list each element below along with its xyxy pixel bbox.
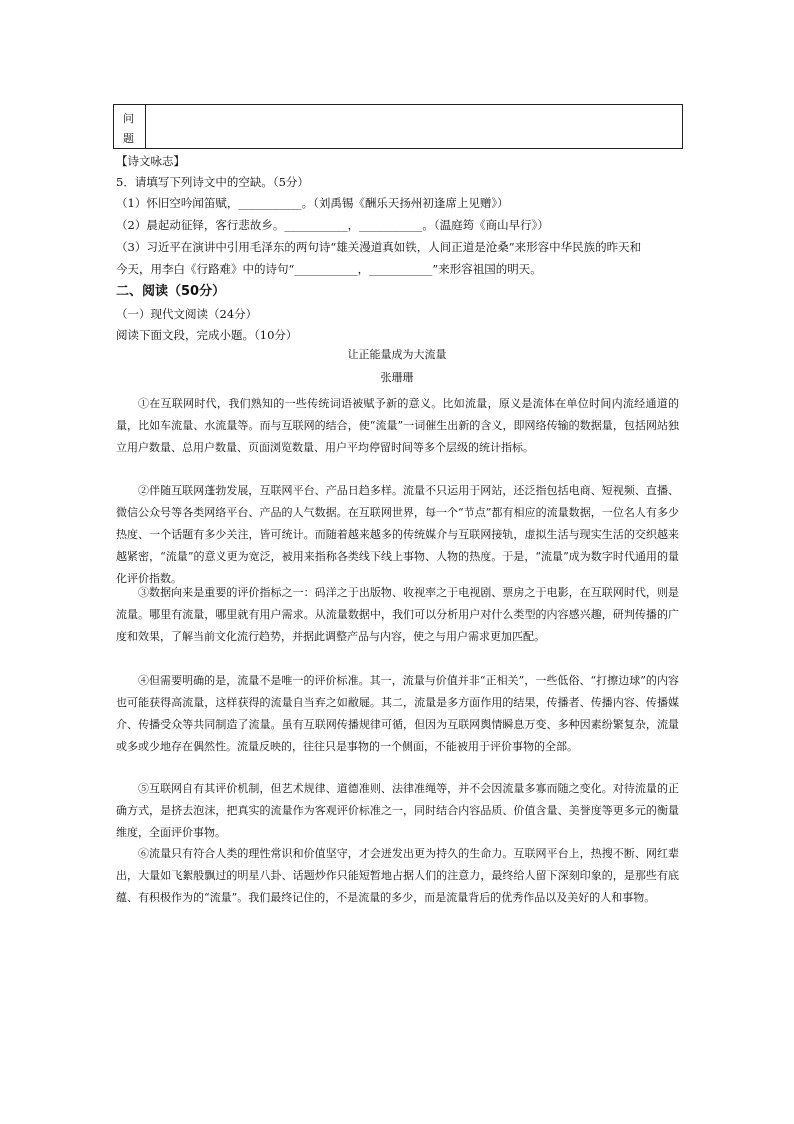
question-table <box>113 104 683 149</box>
question-5-item-3-line-2: 今天，用李白《行路难》中的诗句“___________，___________”来形容祖国的明天。 <box>116 262 542 276</box>
table-label-char: 题 <box>123 132 134 145</box>
article-paragraph-2: ②伴随互联网蓬勃发展，互联网平台、产品日趋多样。流量不只运用于网站，还泛指包括电商、短视频、直播、微信公众号等各类网络平台、产品的人气数据。在互联网世界，每一个“节点”都有相应的流量数据，一位名人有多少热度、一个话题有多少关注，皆可统计。而随着越来越多的传统媒介与互联网接轨，虚拟生活与现实生活的交织越来越紧密，“流量”的意义更为宽泛，被用来指称各类线下线上事物、人物的热度。于是，“流量”成为数字时代通用的量化评价指数。 <box>116 484 679 585</box>
question-5-item-2: （2）晨起动征铎，客行悲故乡。___________，___________。（温庭筠《商山早行》） <box>116 218 549 232</box>
article-paragraph-3: ③数据向来是重要的评价指标之一：码洋之于出版物、收视率之于电视剧、票房之于电影，在互联网时代，则是流量。哪里有流量，哪里就有用户需求。从流量数据中，我们可以分析用户对什么类型的内容感兴趣，研判传播的广度和效果，了解当前文化流行趋势，并据此调整产品与内容，使之与用户需求更加匹配。 <box>116 586 679 643</box>
question-5-item-3-line-1: （3）习近平在演讲中引用毛泽东的两句诗“雄关漫道真如铁，人间正道是沧桑”来形容中华民族的昨天和 <box>116 240 642 254</box>
article-paragraph-4: ④但需要明确的是，流量不是唯一的评价标准。其一，流量与价值并非“正相关”，一些低俗、“打擦边球”的内容也可能获得高流量，这样获得的流量自当弃之如敝屣。其二，流量是多方面作用的结果，传播者、传播内容、传播媒介、传播受众等共同制造了流量。虽有互联网传播规律可循，但因为互联网舆情瞬息万变、多种因素纷繁复杂，流量或多或少地存在偶然性。流量反映的，往往只是事物的一个侧面，不能被用于评价事物的全部。 <box>116 674 679 753</box>
question-5-title: 5．请填写下列诗文中的空缺。（5分） <box>116 175 309 189</box>
section-tag: 【诗文咏志】 <box>116 154 185 168</box>
article-paragraph-1: ①在互联网时代，我们熟知的一些传统词语被赋予新的意义。比如流量，原义是流体在单位时间内流经通道的量，比如车流量、水流量等。而与互联网的结合，使“流量”一词催生出新的含义，即网络传输的数据量，包括网站独立用户数量、总用户数量、页面浏览数量、用户平均停留时间等多个层级的统计指标。 <box>116 397 679 454</box>
article-title: 让正能量成为大流量 <box>347 348 447 361</box>
question-5-item-1: （1）怀旧空吟闻笛赋，___________。（刘禹锡《酬乐天扬州初逢席上见赠》） <box>116 196 509 210</box>
part-two-subpart: （一）现代文阅读（24分） <box>116 307 258 321</box>
reading-instruction: 阅读下面文段，完成小题。（10分） <box>116 328 298 342</box>
table-label-char: 问 <box>123 112 134 125</box>
table-label-cell <box>114 105 146 148</box>
article-author: 张珊珊 <box>380 371 414 384</box>
part-two-title: 二、阅读（50分） <box>116 284 226 299</box>
article-paragraph-5: ⑤互联网自有其评价机制，但艺术规律、道德准则、法律准绳等，并不会因流量多寡而随之变化。对待流量的正确方式，是挤去泡沫，把真实的流量作为客观评价标准之一，同时结合内容品质、价值含量、美誉度等更多元的衡量维度，全面评价事物。 <box>116 782 679 839</box>
article-paragraph-6: ⑥流量只有符合人类的理性常识和价值坚守，才会迸发出更为持久的生命力。互联网平台上，热搜不断、网红辈出，大量如飞絮般飘过的明星八卦、话题炒作只能短暂地占据人们的注意力，最终给人留下深刻印象的，是那些有底蕴、有积极作为的“流量”。我们最终记住的，不是流量的多少，而是流量背后的优秀作品以及美好的人和事物。 <box>116 847 679 904</box>
